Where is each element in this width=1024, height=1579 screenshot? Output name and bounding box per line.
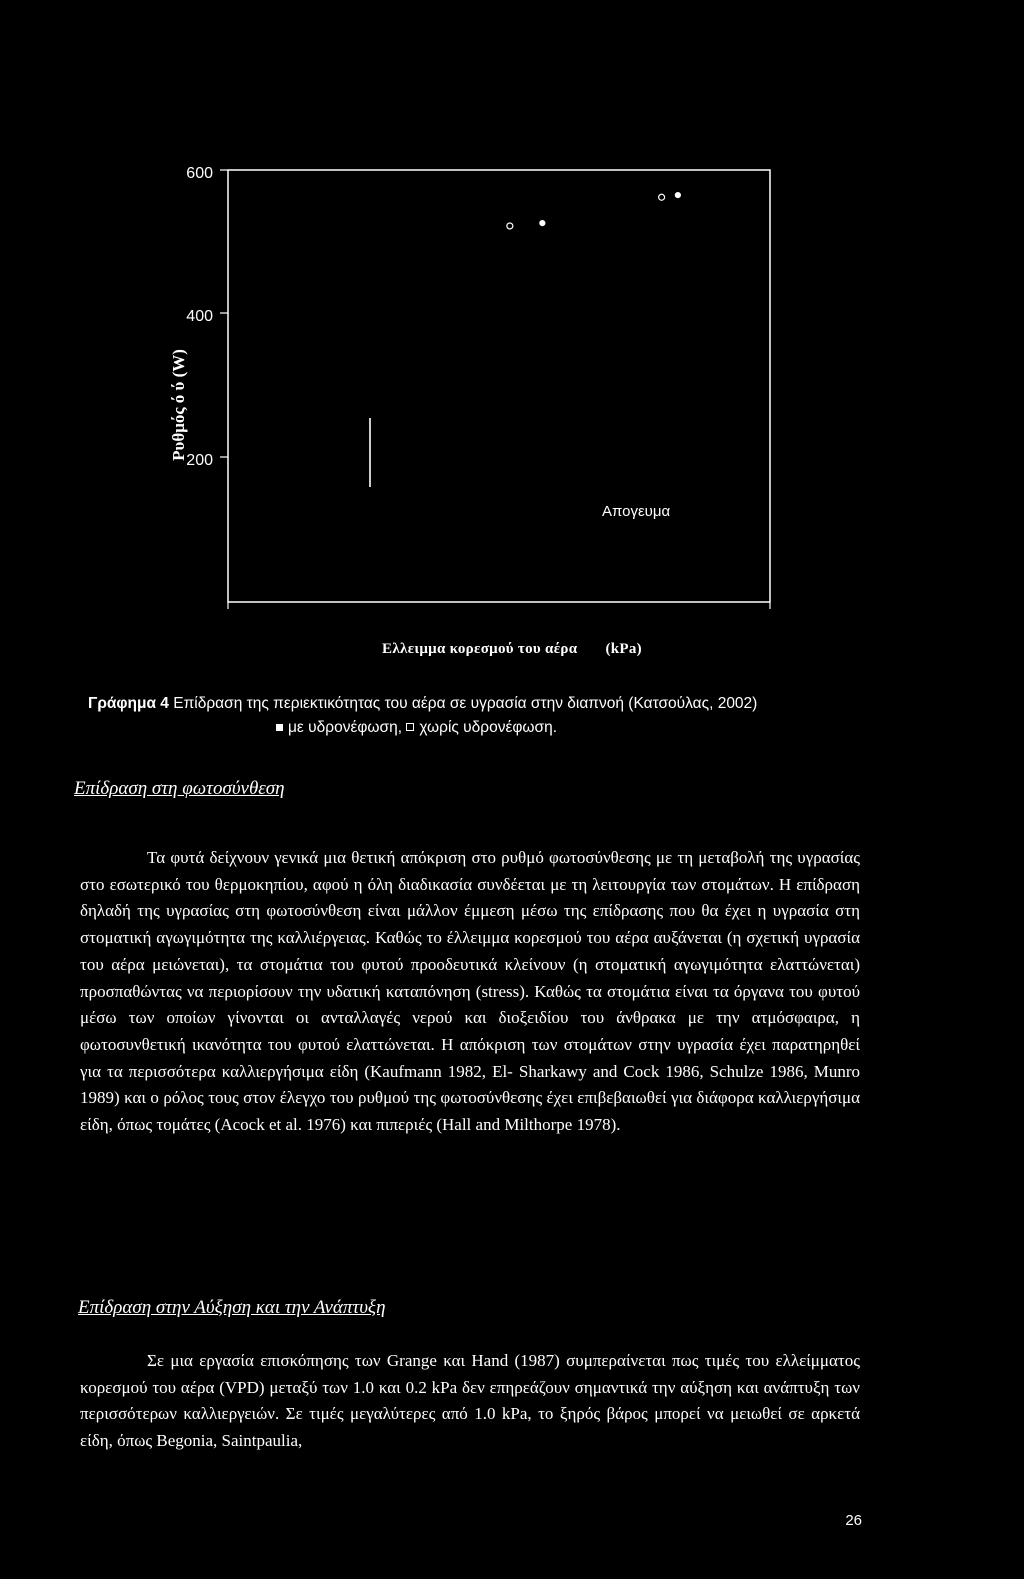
section-heading-growth: Επίδραση στην Αύξηση και την Ανάπτυξη [78, 1297, 386, 1318]
y-tick-label-600: 600 [186, 165, 213, 182]
page-number: 26 [845, 1512, 862, 1529]
section-body-photosynthesis [80, 845, 860, 1139]
plot-frame [228, 170, 770, 602]
x-axis-label-main: Ελλειμμα κορεσμού του αέρα [382, 641, 578, 657]
x-axis-label-unit: (kPa) [605, 641, 642, 657]
y-tick-label-200: 200 [186, 452, 213, 469]
data-point-open [659, 194, 665, 200]
open-square-icon [406, 723, 414, 731]
caption-label: Γράφημα 4 [88, 695, 169, 712]
y-axis-label: Ρυθμός ό ύ (W) [169, 349, 188, 461]
section-heading-photosynthesis: Επίδραση στη φωτοσύνθεση [74, 778, 285, 799]
data-point-filled [540, 221, 545, 226]
legend-open: χωρίς υδρονέφωση. [419, 719, 558, 736]
legend-filled: με υδρονέφωση, [288, 719, 402, 736]
chart [0, 0, 1024, 640]
caption-text: Επίδραση της περιεκτικότητας του αέρα σε υγρασία στην διαπνοή (Κατσούλας, 2002) [173, 695, 758, 712]
afternoon-annotation: Απογευμα [602, 503, 671, 520]
figure-caption [88, 692, 948, 740]
section-body-growth-text: Σε μια εργασία επισκόπησης των Grange και Hand (1987) συμπεραίνεται πως τιμές του ελλείμματος κορεσμού του αέρα (VPD) μεταξύ των 1.0 και 0.2 kPa δεν επηρεάζουν σημαντικά την αύξηση και ανάπτυξη των περισσότερων καλλιεργειών. Σε τιμές μεγαλύτερες από 1.0 kPa, το ξηρός βάρος μπορεί να μειωθεί σε αρκετά είδη, όπως Begonia, Saintpaulia, [80, 1351, 860, 1451]
data-point-filled [675, 193, 680, 198]
data-points [507, 193, 681, 229]
section-body-photosynthesis-text: Τα φυτά δείχνουν γενικά μια θετική απόκριση στο ρυθμό φωτοσύνθεσης με τη μεταβολή της υγρασίας στο εσωτερικό του θερμοκηπίου, αφού η όλη διαδικασία συνδέεται με τη λειτουργία των στομάτων. Η επίδραση δηλαδή της υγρασίας στη φωτοσύνθεση είναι μάλλον έμμεση μέσω της επίδρασης που θα έχει η υγρασία στη στοματική αγωγιμότητα της καλλιέργειας. Καθώς το έλλειμμα κορεσμού του αέρα αυξάνεται (η σχετική υγρασία του αέρα μειώνεται), τα στομάτια του φυτού προοδευτικά κλείνουν (η στοματική αγωγιμότητα ελαττώνεται) προσπαθώντας να περιορίσουν την υδατική καταπόνηση (stress). Καθώς τα στομάτια είναι τα όργανα του φυτού μέσω των οποίων γίνονται οι ανταλλαγές νερού και διοξειδίου του άνθρακα με την ατμόσφαιρα, η φωτοσυνθετική ικανότητα του φυτού ελαττώνεται. Η απόκριση των στομάτων στην υγρασία έχει παρατηρηθεί για τα περισσότερα καλλιεργήσιμα είδη (Kaufmann 1982, El- Sharkawy and Cock 1986, Schulze 1986, Munro 1989) και ο ρόλος τους στον έλεγχο του ρυθμού της φωτοσύνθεσης έχει επιβεβαιωθεί για διάφορα καλλιεργήσιμα είδη, όπως τομάτες (Acock et al. 1976) και πιπεριές (Hall and Milthorpe 1978). [80, 848, 860, 1135]
y-tick-label-400: 400 [186, 308, 213, 325]
x-axis-label [0, 641, 1024, 658]
data-point-open [507, 223, 513, 229]
filled-square-icon [276, 724, 283, 731]
section-body-growth [80, 1348, 860, 1455]
